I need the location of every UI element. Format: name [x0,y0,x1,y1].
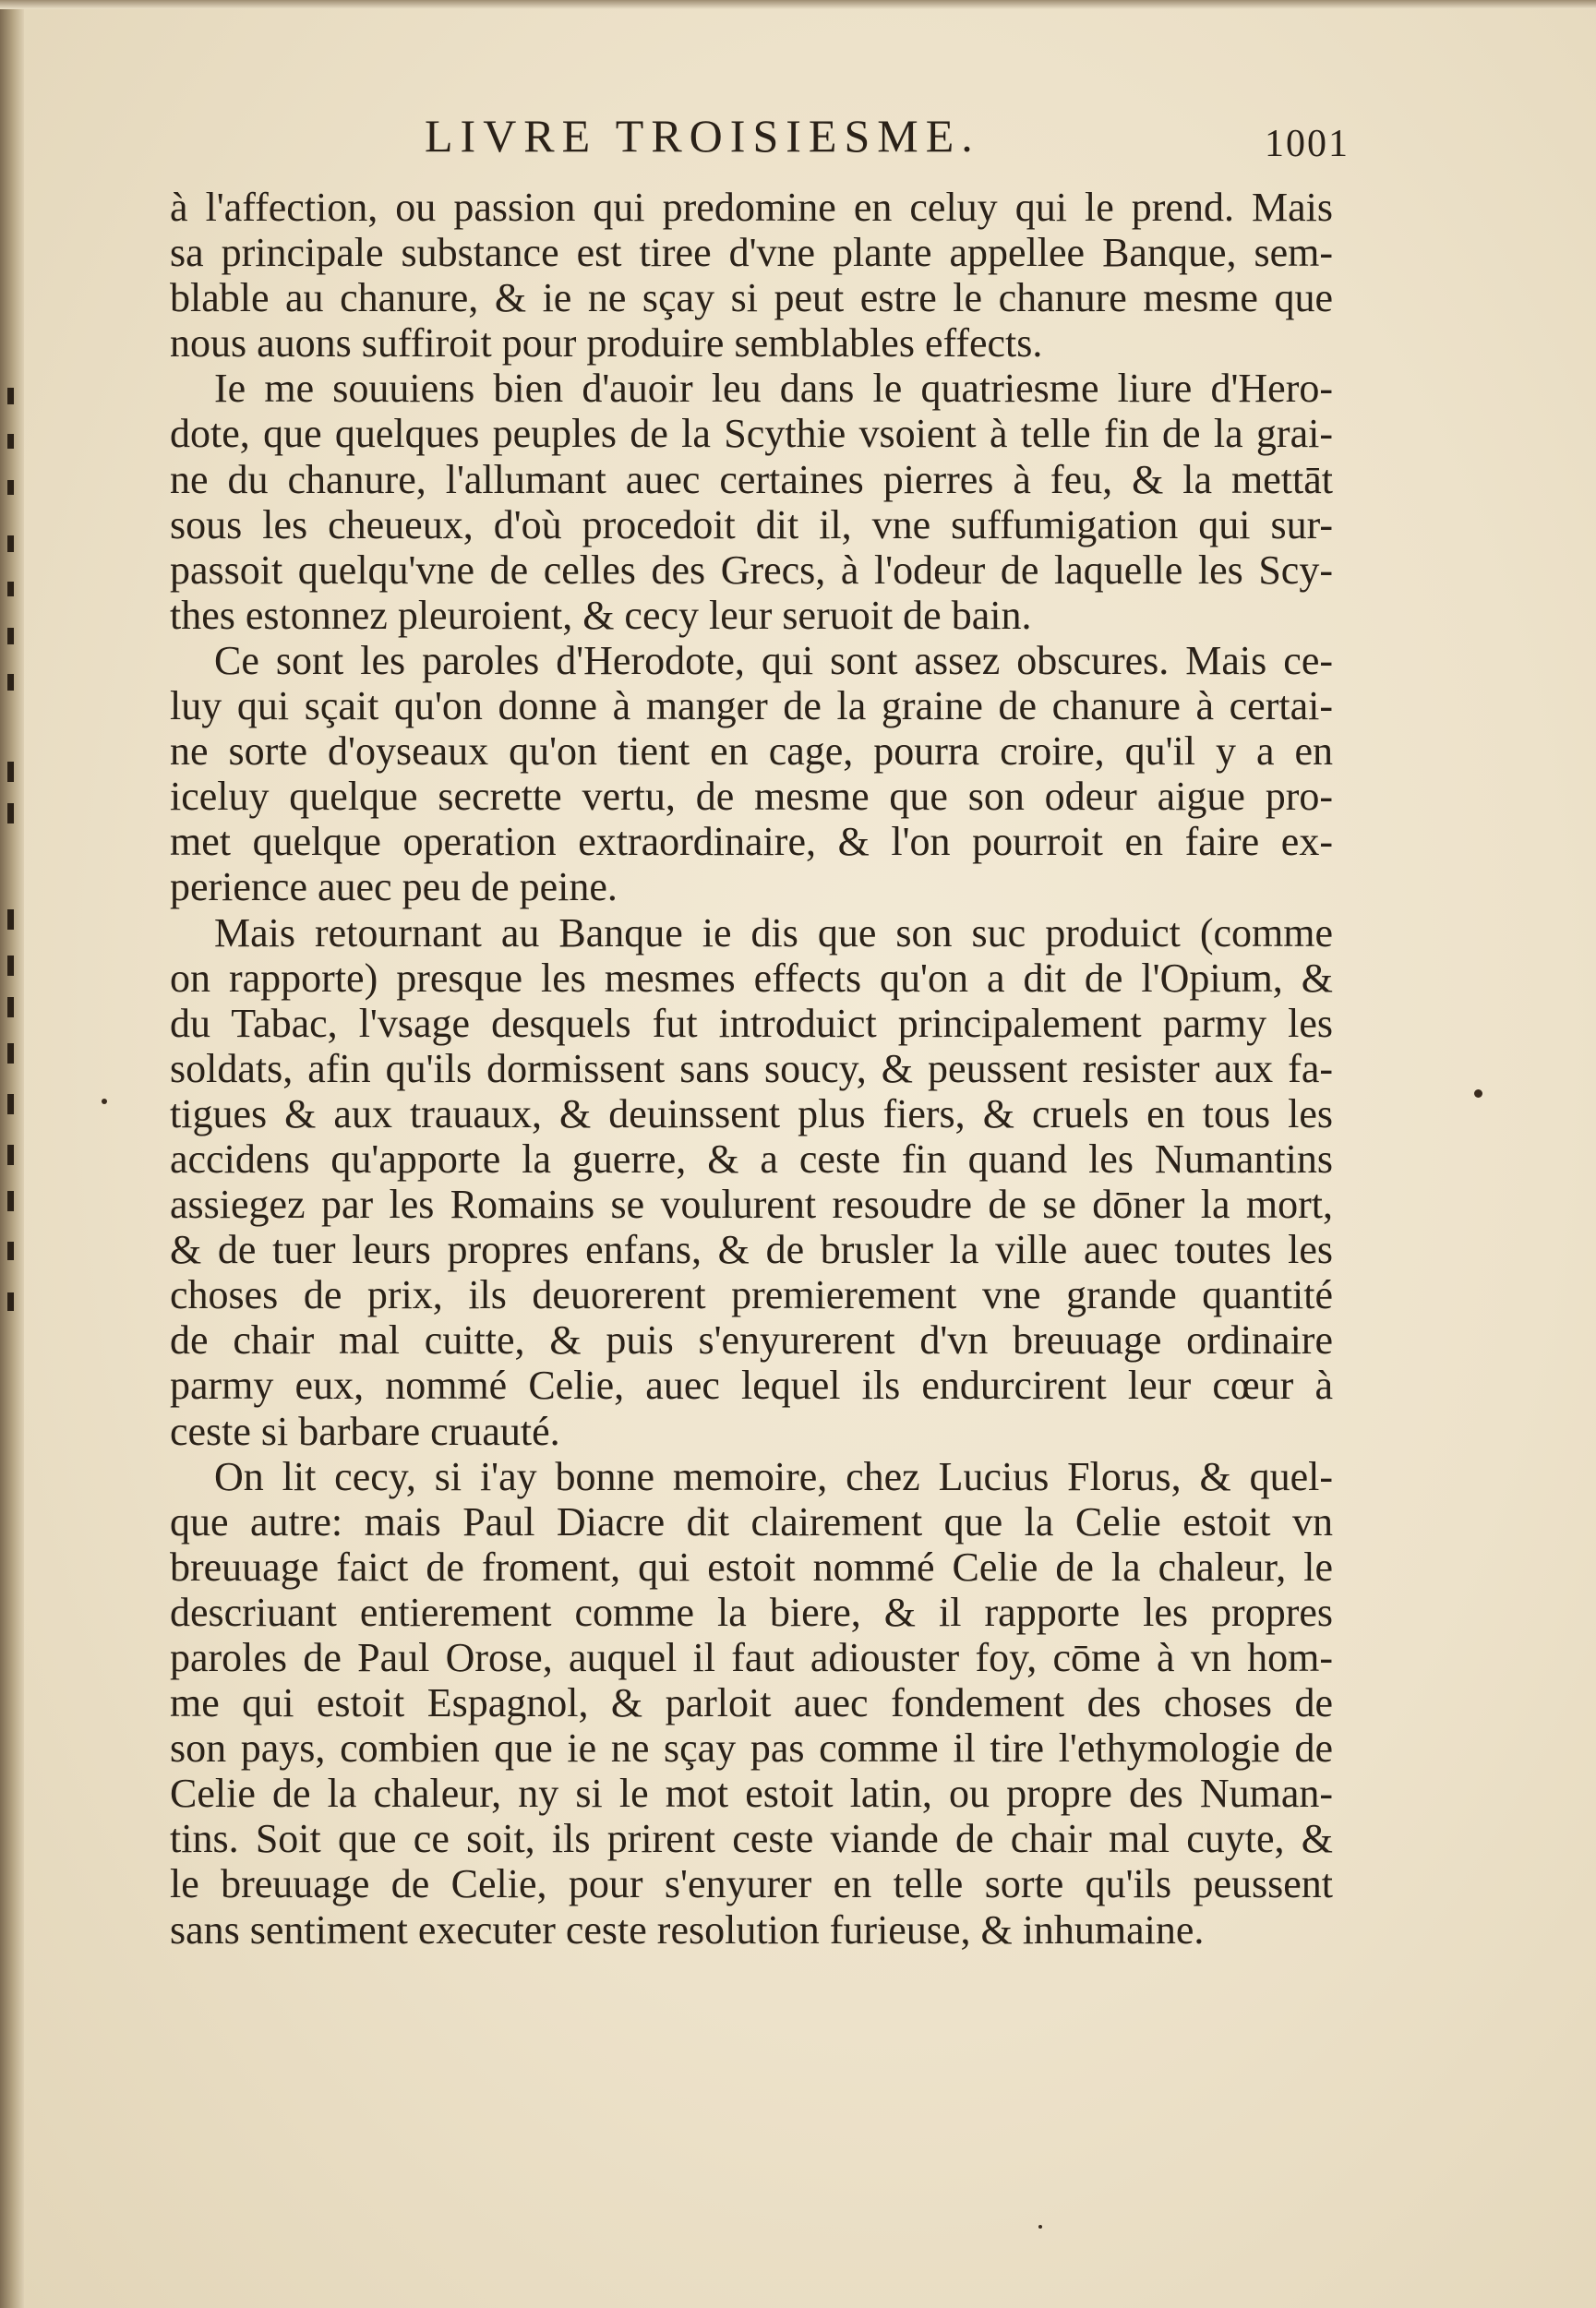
text-line: met quelque operation extraordinaire, & l'on pourroit en faire ex- [170,819,1333,865]
text-line: sans sentiment executer ceste resolution furieuse, & inhumaine. [170,1906,1205,1953]
margin-mark [7,762,14,782]
text-line: du Tabac, l'vsage desquels fut introduict principalement parmy les [170,1000,1333,1046]
text-line: nous auons suffiroit pour produire semblables effects. [170,320,1043,367]
body-text [170,185,1333,1953]
text-line: que autre: mais Paul Diacre dit clairement que la Celie estoit vn [170,1498,1333,1545]
text-line: choses de prix, ils deuorerent premierement vne grande quantité [170,1272,1333,1318]
margin-mark [7,1292,14,1311]
page-top-edge [0,0,1596,9]
text-line: descriuant entierement comme la biere, & il rapporte les propres [170,1589,1333,1635]
text-line: de chair mal cuitte, & puis s'enyurerent d'vn breuuage ordinaire [170,1317,1333,1364]
paragraph [170,1454,1333,1953]
margin-mark [7,434,14,449]
text-line: sa principale substance est tiree d'vne plante appellee Banque, sem- [170,230,1333,276]
text-line: le breuuage de Celie, pour s'enyurer en telle sorte qu'ils peussent [170,1861,1333,1907]
ink-spot [1474,1089,1482,1098]
text-line: luy qui sçait qu'on donne à manger de la graine de chanure à certai- [170,683,1333,729]
text-line: perience auec peu de peine. [170,864,618,910]
text-line: son pays, combien que ie ne sçay pas comme il tire l'ethymologie de [170,1725,1333,1772]
paragraph [170,638,1333,910]
text-line: Celie de la chaleur, ny si le mot estoit latin, ou propre des Numan- [170,1771,1333,1817]
text-line: ne du chanure, l'allumant auec certaines pierres à feu, & la mettāt [170,456,1333,502]
text-line: parmy eux, nommé Celie, auec lequel ils endurcirent leur cœur à [170,1363,1333,1409]
ink-spot [102,1099,107,1104]
text-line: assiegez par les Romains se voulurent resoudre de se dōner la mort, [170,1182,1333,1228]
text-line: Mais retournant au Banque ie dis que son suc produict (comme [214,909,1333,956]
text-line: thes estonnez pleuroient, & cecy leur seruoit de bain. [170,592,1032,638]
folio-number: 1001 [1265,123,1350,165]
margin-mark [7,956,14,976]
paragraph [170,185,1333,366]
text-line: tigues & aux trauaux, & deuinssent plus fiers, & cruels en tous les [170,1090,1333,1136]
text-line: me qui estoit Espagnol, & parloit auec fondement des choses de [170,1680,1333,1726]
running-title: LIVRE TROISIESME. [425,110,980,162]
text-line: ne sorte d'oyseaux qu'on tient en cage, pourra croire, qu'il y a en [170,728,1333,775]
margin-mark [7,674,14,691]
margin-mark [7,628,14,644]
margin-mark [7,388,14,404]
text-line: breuuage faict de froment, qui estoit nommé Celie de la chaleur, le [170,1544,1333,1590]
margin-mark [7,480,14,495]
text-line: Ie me souuiens bien d'auoir leu dans le quatriesme liure d'Hero- [214,366,1333,412]
text-line: soldats, afin qu'ils dormissent sans soucy, & peussent resister aux fa- [170,1045,1333,1091]
text-line: paroles de Paul Orose, auquel il faut adiouster foy, cōme à vn hom- [170,1635,1333,1680]
text-line: On lit cecy, si i'ay bonne memoire, chez Lucius Florus, & quel- [214,1453,1333,1499]
margin-mark [7,997,14,1017]
text-line: on rapporte) presque les mesmes effects qu'on a dit de l'Opium, & [170,955,1333,1001]
margin-mark [7,1242,14,1260]
text-line: blable au chanure, & ie ne sçay si peut estre le chanure mesme que [170,275,1333,321]
margin-mark [7,1145,14,1165]
text-line: iceluy quelque secrette vertu, de mesme que son odeur aigue pro- [170,774,1333,820]
text-line: accidens qu'apporte la guerre, & a ceste fin quand les Numantins [170,1136,1333,1182]
margin-mark [7,1191,14,1211]
paragraph [170,910,1333,1454]
margin-mark [7,535,14,552]
paragraph [170,366,1333,638]
text-line: ceste si barbare cruauté. [170,1408,560,1454]
text-line: dote, que quelques peuples de la Scythie vsoient à telle fin de la grai- [170,411,1333,457]
margin-mark [7,803,14,823]
margin-mark [7,1043,14,1064]
margin-mark [7,1094,14,1114]
ink-spot [1038,2225,1042,2229]
margin-mark [7,909,14,930]
text-line: passoit quelqu'vne de celles des Grecs, à l'odeur de laquelle les Scy- [170,547,1333,593]
text-line: sous les cheueux, d'où procedoit dit il, vne suffumigation qui sur- [170,501,1333,547]
margin-mark [7,582,14,596]
text-line: Ce sont les paroles d'Herodote, qui sont assez obscures. Mais ce- [214,637,1333,683]
text-line: tins. Soit que ce soit, ils prirent ceste viande de chair mal cuyte, & [170,1816,1333,1862]
text-line: à l'affection, ou passion qui predomine en celuy qui le prend. Mais [170,185,1333,230]
text-line: & de tuer leurs propres enfans, & de brusler la ville auec toutes les [170,1227,1333,1273]
